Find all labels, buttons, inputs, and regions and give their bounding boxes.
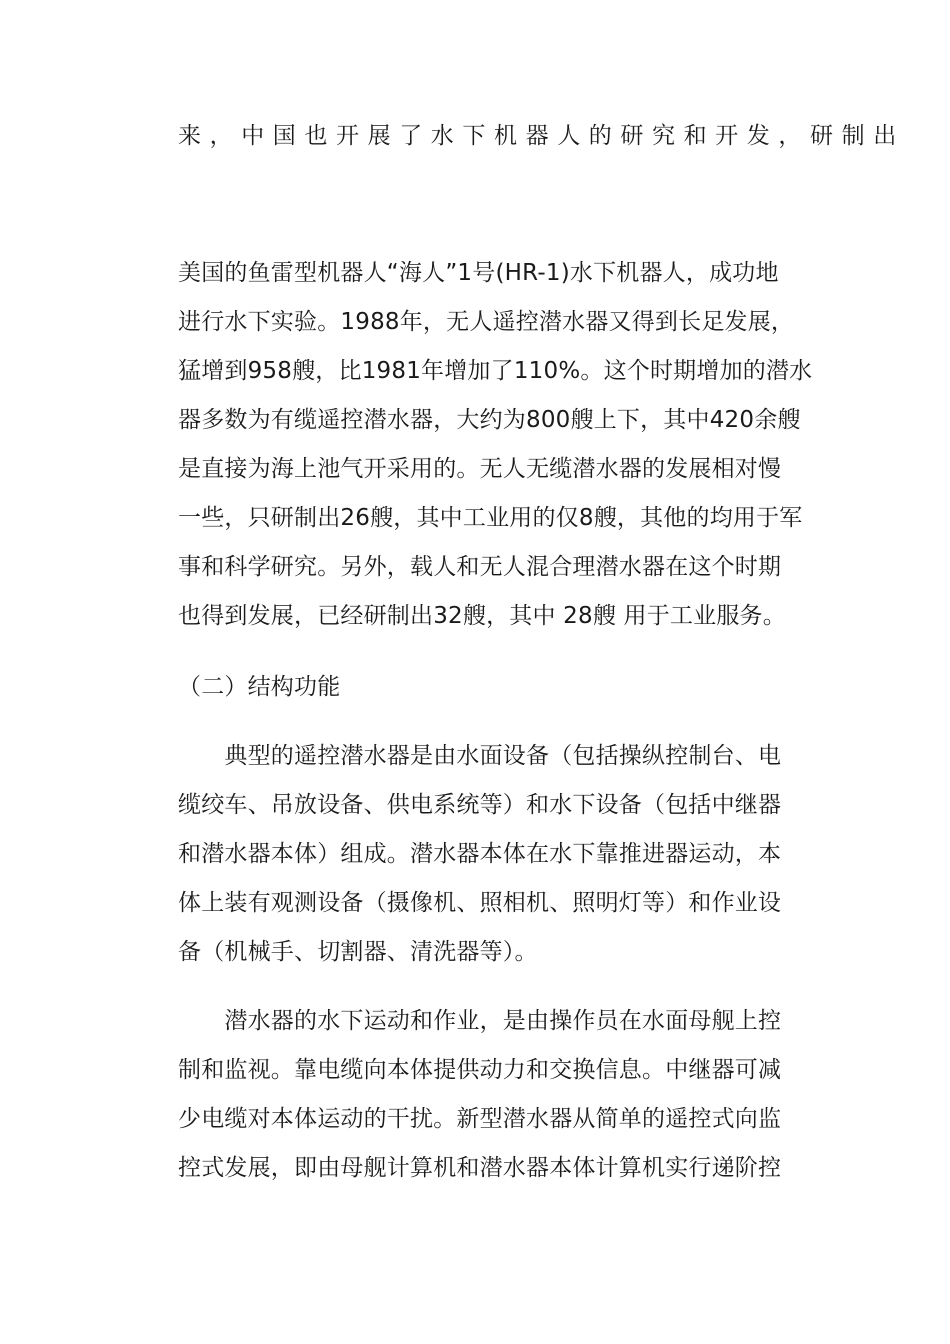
paragraph-3-line-4: 控式发展，即由母舰计算机和潜水器本体计算机实行递阶控 — [178, 1155, 782, 1181]
paragraph-1-line-2: 进行水下实验。1988年，无人遥控潜水器又得到长足发展， — [178, 309, 795, 335]
paragraph-2-line-4: 体上装有观测设备（摄像机、照相机、照明灯等）和作业设 — [178, 890, 782, 916]
paragraph-1-line-4: 器多数为有缆遥控潜水器，大约为800艘上下，其中420余艘 — [178, 407, 801, 433]
section-heading: （二）结构功能 — [178, 674, 341, 700]
paragraph-1-line-8: 也得到发展，已经研制出32艘，其中 28艘 用于工业服务。 — [178, 603, 786, 629]
paragraph-3-line-2: 制和监视。靠电缆向本体提供动力和交换信息。中继器可减 — [178, 1057, 782, 1083]
paragraph-1-line-3: 猛增到958艘，比1981年增加了110%。这个时期增加的潜水 — [178, 358, 813, 384]
paragraph-2-line-3: 和潜水器本体）组成。潜水器本体在水下靠推进器运动，本 — [178, 841, 782, 867]
paragraph-3-line-1: 潜水器的水下运动和作业，是由操作员在水面母舰上控 — [178, 1008, 782, 1034]
paragraph-2-line-5: 备（机械手、切割器、清洗器等）。 — [178, 939, 538, 965]
paragraph-1-line-1: 美国的鱼雷型机器人“海人”1号(HR-1)水下机器人，成功地 — [178, 260, 779, 286]
paragraph-1-line-6: 一些，只研制出26艘，其中工业用的仅8艘，其他的均用于军 — [178, 505, 803, 531]
paragraph-2-line-1: 典型的遥控潜水器是由水面设备（包括操纵控制台、电 — [178, 743, 782, 769]
paragraph-1-line-7: 事和科学研究。另外，载人和无人混合理潜水器在这个时期 — [178, 554, 782, 580]
intro-line: 来，中国也开展了水下机器人的研究和开发，研制出 — [178, 123, 905, 149]
paragraph-3-line-3: 少电缆对本体运动的干扰。新型潜水器从简单的遥控式向监 — [178, 1106, 782, 1132]
paragraph-2-line-2: 缆绞车、吊放设备、供电系统等）和水下设备（包括中继器 — [178, 792, 782, 818]
paragraph-1-line-5: 是直接为海上池气开采用的。无人无缆潜水器的发展相对慢 — [178, 456, 782, 482]
